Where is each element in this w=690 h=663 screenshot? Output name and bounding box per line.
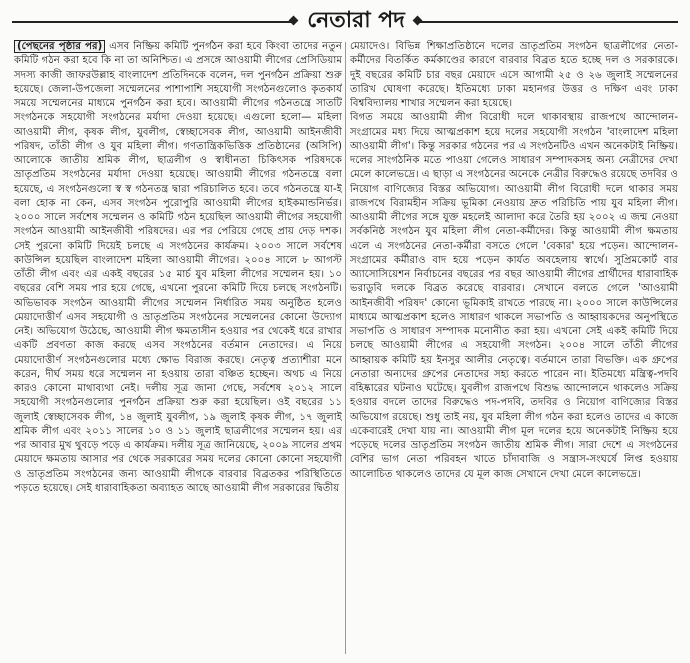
- section-title: নেতারা পদ: [307, 8, 405, 33]
- continued-from-label: (পেছনের পৃষ্ঠার পর): [14, 40, 105, 53]
- column-divider: [345, 42, 346, 654]
- header-rule-left: [12, 21, 292, 23]
- article-paragraph: বিগত সময়ে আওয়ামী লীগ বিরোধী দলে থাকাবস্থায় রাজপথে আন্দোলন-সংগ্রামের মধ্য দিয়ে আত্মপ্রকাশ হয়ে দলের সহযোগী সংগঠন 'বাংলাদেশ মহিলা আওয়ামী লীগ'। কিন্তু সরকার গঠনের পর এ সংগঠনটিও এখন অনেকটাই নিষ্ক্রিয়। দলের সাংগঠনিক মতে পাওয়া গেলেও সাধারণ সম্পাদকসহ অন্য নেত্রীদের দেখা মেলে কালেভদ্রে। এ ছাড়া এ সংগঠনের অনেকে নেত্রীর বিরুদ্ধেও রয়েছে তদবির ও নিয়োগ বাণিজ্যের বিস্তর অভিযোগ। আওয়ামী লীগ বিরোধী দলে থাকার সময় রাজপথে বিরামহীন সক্রিয় ভূমিকা নেওয়ায় দ্রুত পরিচিতি পায় যুব মহিলা লীগ। আওয়ামী লীগের সঙ্গে যুক্ত মহলেই আলাদা করে তৈরি হয় ২০০২ এ জন্ম নেওয়া সর্বকনিষ্ঠ সংগঠন যুব মহিলা লীগ নেতা-কর্মীদের। কিন্তু আওয়ামী লীগ ক্ষমতায় এলে এ সংগঠনের নেতা-কর্মীরা বসতে গেলে 'বেকার' হয়ে পড়েন। আন্দোলন-সংগ্রামের কর্মীরাও বাদ হয়ে পড়েন কার্যত অবহেলায় স্বার্থে। সুপ্রিমকোর্ট বার অ্যাসোসিয়েশন নির্বাচনের বছরের পর বছর আওয়ামী লীগের প্রার্থীদের ধারাবাহিক ভরাডুবি দলকে বিব্রত করেছে বারবার। সেখানে বলতে গেলে 'আওয়ামী আইনজীবী পরিষদ' কোনো ভূমিকাই রাখতে পারছে না। ২০০০ সালে কাউন্সিলের মাধ্যমে আত্মপ্রকাশ হলেও সাধারণ থাকলে সভাপতি ও আহ্বায়কদের অনুপস্থিতে সভাপতি ও সাধারণ সম্পাদক মনোনীত করা হয়। এখনো সেই একই কমিটি দিয়ে চলছে আওয়ামী লীগের এ সহযোগী সংগঠন। ২০০৪ সালে তাঁতী লীগের আহ্বায়ক কমিটি হয় ইনসুর আলীর নেতৃত্বে। বর্তমানে তারা বিভক্তি। এক গ্রুপের নেতারা অন্যদের গ্রুপের নেতাদের সহ্য করতে পারেন না। ইতিমধ্যে মন্ত্রিত্ব-পদবি বহিষ্কারের ঘটনাও ঘটেছে। যুবলীগ রাজপথে বিশুদ্ধ আন্দোলনে থাকলেও সক্রিয় হওয়ার বদলে তাদের বিরুদ্ধেও পদ-পদবি, তদবির ও নিয়োগ বাণিজ্যের বিস্তর অভিযোগ রয়েছে। শুধু তাই নয়, যুব মহিলা লীগ গঠন করা হলেও তাদের এ কাজে একেবারেই দেখা যায় না। আওয়ামী লীগ মূল দলের হয়ে অনেকটাই নিষ্ক্রিয় হয়ে পড়েছে দলের ভ্রাতৃপ্রতিম সংগঠন জাতীয় শ্রমিক লীগ। সারা দেশে এ সংগঠনের বেশির ভাগ নেতা পরিবহন খাতে চাঁদাবাজি ও সন্ত্রাস-সংঘর্ষে লিপ্ত হওয়ায় আলোচিত থাকলেও তাদের যে মূল কাজ সেখানে দেখা মেলে কালেভদ্রে।: [350, 112, 678, 480]
- article-column-left: [14, 40, 342, 655]
- header-ornament-left: [289, 16, 299, 26]
- paragraph-text: এসব নিষ্ক্রিয় কমিটি পুনর্গঠন করা হবে কিংবা তাদের নতুন কমিটি গঠন করা হবে কি না তা অনিশ্চিত। এ প্রসঙ্গে আওয়ামী লীগের প্রেসিডিয়াম সদস্য কাজী জাফরউল্লাহ বাংলাদেশ প্রতিদিনকে বলেন, দল পুনর্গঠন প্রক্রিয়া শুরু হয়েছে। জেলা-উপজেলা সম্মেলনের পাশাপাশি সহযোগী সংগঠনগুলোও কৃতকার্য সময়ে সম্মেলনের মাধ্যমে পুনর্গঠন করা হবে। আওয়ামী লীগের গঠনতন্ত্রে সাতটি সংগঠনকে সহযোগী সংগঠনের মর্যাদা দেওয়া হয়েছে। এগুলো হলো— মহিলা আওয়ামী লীগ, কৃষক লীগ, যুবলীগ, স্বেচ্ছাসেবক লীগ, আওয়ামী আইনজীবী পরিষদ, তাঁতী লীগ ও যুব মহিলা লীগ। গণতান্ত্রিকভিত্তিক প্রতিষ্ঠানের (অসিপি) আলোকে জাতীয় শ্রমিক লীগ, ছাত্রলীগ ও স্বাধীনতা চিকিৎসক পরিষদকে ভ্রাতৃপ্রতিম সংগঠনের মর্যাদা দেওয়া হয়েছে। আওয়ামী লীগের গঠনতন্ত্রে বলা হয়েছে, এ সংগঠনগুলো স্ব স্ব গঠনতন্ত্র দ্বারা পরিচালিত হবে। তবে গঠনতন্ত্রে যা-ই বলা হোক না কেন, এসব সংগঠন পুরোপুরি আওয়ামী লীগের হাইকমান্ডনির্ভর। ২০০০ সালে সর্বশেষ সম্মেলন ও কমিটি গঠন হয়েছিল আওয়ামী লীগের সহযোগী সংগঠন আওয়ামী আইনজীবী পরিষদের। এর পর পেরিয়ে গেছে প্রায় দেড় দশক। সেই পুরনো কমিটি দিয়েই চলছে এ সংগঠনের কার্যক্রম। ২০০৩ সালে সর্বশেষ কাউন্সিল হয়েছিল বাংলাদেশ মহিলা আওয়ামী লীগের। ২০০৪ সালে ৮ আগস্ট তাঁতী লীগ এবং এর একই বছরের ১৫ মার্চ যুব মহিলা লীগের সম্মেলন হয়। ১০ বছরের বেশি সময় পার হয়ে গেছে, এখনো পুরনো কমিটি দিয়ে চলছে সংগঠনটি। অভিভাবক সংগঠন আওয়ামী লীগের সম্মেলন নির্ধারিত সময় অনুষ্ঠিত হলেও মেয়াদোত্তীর্ণ এসব সহযোগী ও ভ্রাতৃপ্রতিম সংগঠনের সম্মেলনের কোনো উদ্যোগ নেই। অভিযোগ উঠেছে, আওয়ামী লীগ ক্ষমতাসীন হওয়ার পর থেকেই ধরে রাখার একটি প্রবণতা কাজ করছে এসব সংগঠনের বর্তমান নেতাদের। এ নিয়ে মেয়াদোত্তীর্ণ সংগঠনগুলোর মধ্যে ক্ষোভ বিরাজ করছে। নেতৃত্ব প্রত্যাশীরা মনে করেন, দীর্ঘ সময় ধরে সম্মেলন না হওয়ায় তারা বঞ্চিত হচ্ছেন। অথচ এ নিয়ে কারও কোনো মাথাব্যথা নেই। দলীয় সূত্র জানা গেছে, সর্বশেষ ২০১২ সালে সহযোগী সংগঠনগুলোর পুনর্গঠন প্রক্রিয়া শুরু করা হয়েছিল। ওই বছরের ১১ জুলাই স্বেচ্ছাসেবক লীগ, ১৪ জুলাই যুবলীগ, ১৯ জুলাই কৃষক লীগ, ১৭ জুলাই শ্রমিক লীগ এবং ২০১১ সালের ১০ ও ১১ জুলাই ছাত্রলীগের সম্মেলন হয়। এর পর আবার মুখ থুবড়ে পড়ে এ কার্যক্রম। দলীয় সূত্র জানিয়েছে, ২০০৯ সালের প্রথম মেয়াদে ক্ষমতায় আসার পর থেকে সরকারের সময় দলের কোনো কোনো সহযোগী ও ভ্রাতৃপ্রতিম সংগঠনের জন্য আওয়ামী লীগকে বারবার বিব্রতকর পরিস্থিতিতে পড়তে হয়েছে। সেই ধারাবাহিকতা অব্যাহত আছে আওয়ামী লীগ সরকারের দ্বিতীয়: [14, 41, 342, 494]
- article-paragraph: [14, 40, 342, 496]
- article-paragraph: মেয়াদেও। বিভিন্ন শিক্ষাপ্রতিষ্ঠানে দলের ভ্রাতৃপ্রতিম সংগঠন ছাত্রলীগের নেতা-কর্মীদের বিতর্কিত কর্মকাণ্ডের কারণে বারবার বিব্রত হতে হচ্ছে দল ও সরকারকে। দুই বছরের কমিটি চার বছর মেয়াদে এসে আগামী ২৫ ও ২৬ জুলাই সম্মেলনের তারিখ ঘোষণা করেছে। ইতিমধ্যে ঢাকা মহানগর উত্তর ও দক্ষিণ এবং ঢাকা বিশ্ববিদ্যালয় শাখার সম্মেলন করা হয়েছে।: [350, 41, 678, 109]
- header-rule-right: [420, 21, 678, 23]
- section-header: [10, 6, 680, 36]
- article-column-right: [350, 40, 678, 655]
